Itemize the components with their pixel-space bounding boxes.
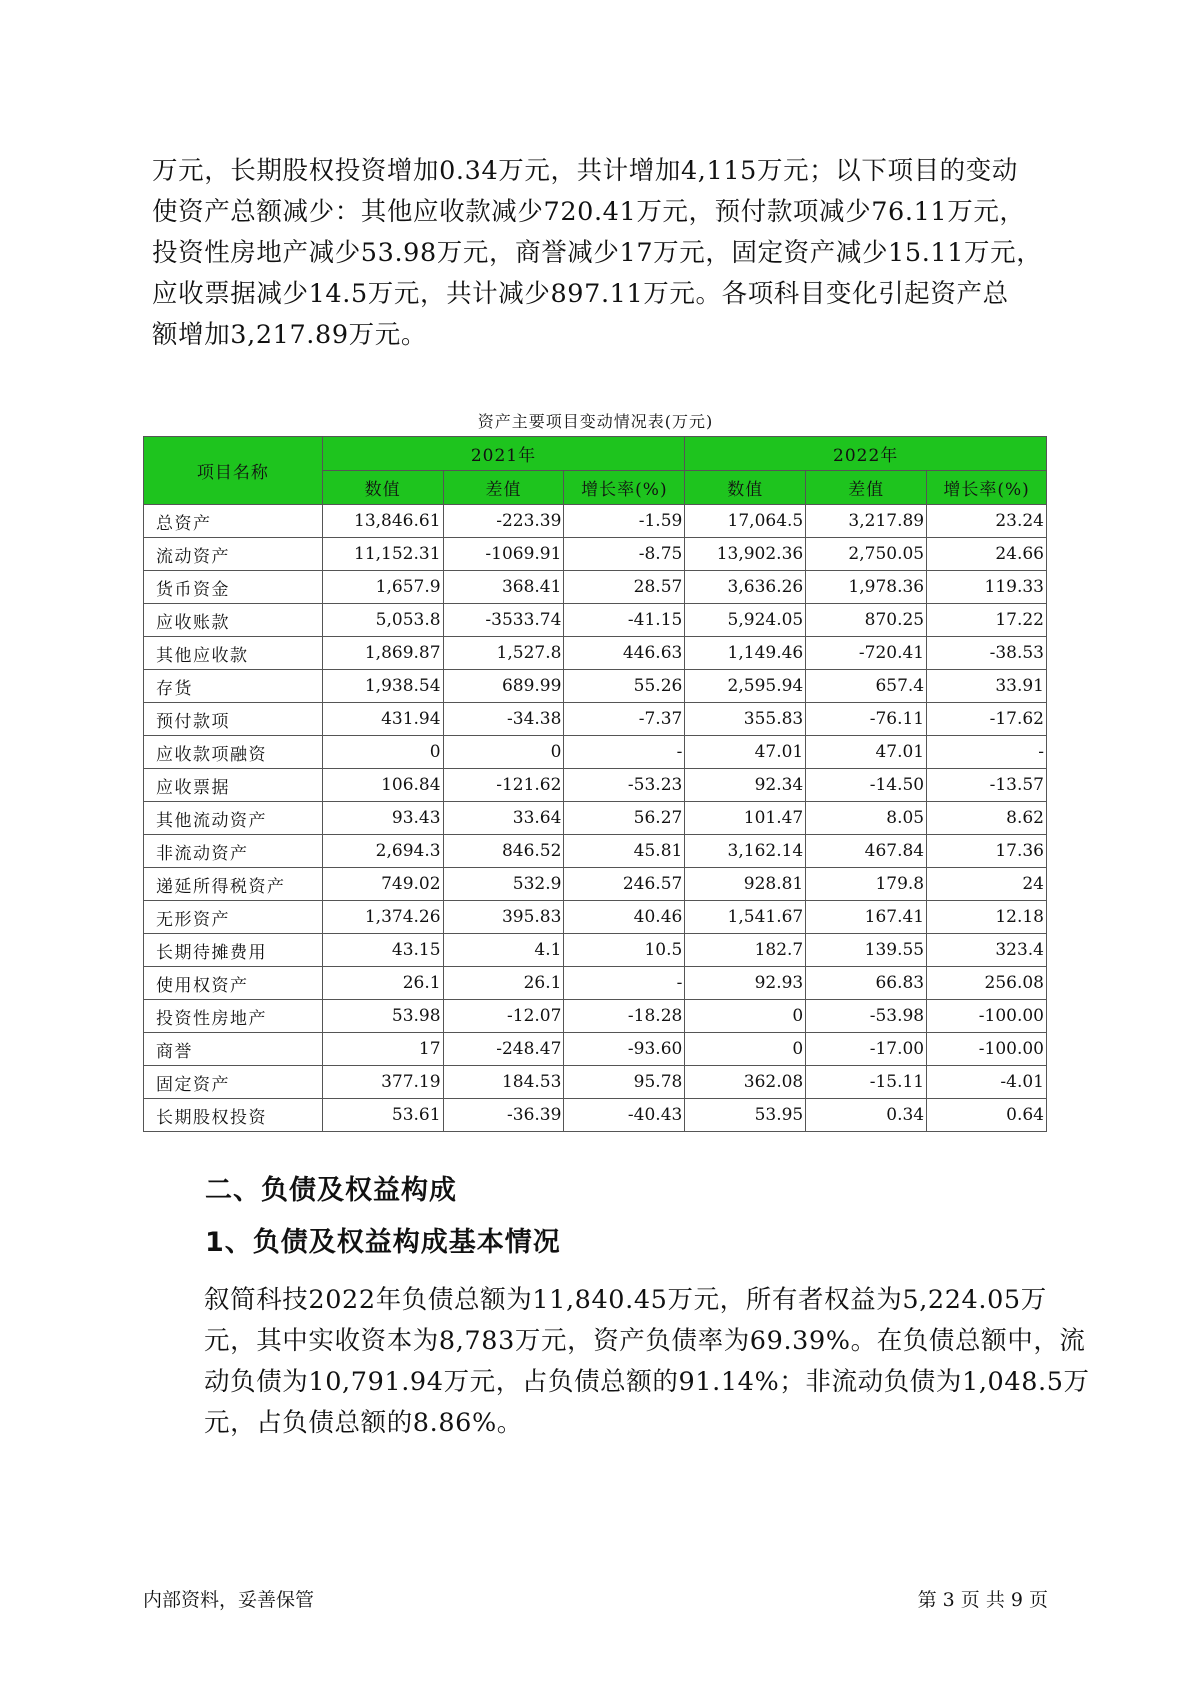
intro-line: 投资性房地产减少53.98万元，商誉减少17万元，固定资产减少15.11万元， bbox=[152, 238, 1043, 268]
row-value-cell: 355.83 bbox=[685, 703, 806, 736]
row-value-cell: -36.39 bbox=[443, 1099, 564, 1132]
body-line: 动负债为10,791.94万元，占负债总额的91.14%；非流动负债为1,048.5万 bbox=[204, 1367, 1090, 1397]
table-row bbox=[144, 769, 1047, 802]
row-value-cell: 47.01 bbox=[685, 736, 806, 769]
row-value-cell: 1,869.87 bbox=[322, 637, 443, 670]
row-value-cell: 0 bbox=[685, 1033, 806, 1066]
row-value-cell: -41.15 bbox=[564, 604, 685, 637]
footer-page-number: 第 3 页 共 9 页 bbox=[917, 1589, 1048, 1611]
row-value-cell: 139.55 bbox=[806, 934, 927, 967]
row-value-cell: 256.08 bbox=[927, 967, 1047, 1000]
table-row bbox=[144, 802, 1047, 835]
row-item-name: 预付款项 bbox=[144, 703, 323, 736]
table-row bbox=[144, 868, 1047, 901]
row-value-cell: 92.93 bbox=[685, 967, 806, 1000]
row-value-cell: -100.00 bbox=[927, 1033, 1047, 1066]
row-item-name: 其他应收款 bbox=[144, 637, 323, 670]
body-line: 元，占负债总额的8.86%。 bbox=[204, 1408, 523, 1438]
row-value-cell: 17.22 bbox=[927, 604, 1047, 637]
row-value-cell: 395.83 bbox=[443, 901, 564, 934]
row-value-cell: 95.78 bbox=[564, 1066, 685, 1099]
row-value-cell: -76.11 bbox=[806, 703, 927, 736]
row-item-name: 递延所得税资产 bbox=[144, 868, 323, 901]
row-value-cell: 12.18 bbox=[927, 901, 1047, 934]
body-line: 元，其中实收资本为8,783万元，资产负债率为69.39%。在负债总额中，流 bbox=[204, 1326, 1086, 1356]
table-row bbox=[144, 604, 1047, 637]
row-value-cell: 749.02 bbox=[322, 868, 443, 901]
header-item-name: 项目名称 bbox=[144, 437, 323, 505]
row-value-cell: 53.61 bbox=[322, 1099, 443, 1132]
row-value-cell: 928.81 bbox=[685, 868, 806, 901]
row-value-cell: 47.01 bbox=[806, 736, 927, 769]
row-item-name: 长期股权投资 bbox=[144, 1099, 323, 1132]
table-row bbox=[144, 538, 1047, 571]
table-row bbox=[144, 637, 1047, 670]
row-value-cell: 10.5 bbox=[564, 934, 685, 967]
row-value-cell: 26.1 bbox=[322, 967, 443, 1000]
row-value-cell: 8.62 bbox=[927, 802, 1047, 835]
row-value-cell: -12.07 bbox=[443, 1000, 564, 1033]
row-item-name: 应收票据 bbox=[144, 769, 323, 802]
row-item-name: 货币资金 bbox=[144, 571, 323, 604]
row-value-cell: -14.50 bbox=[806, 769, 927, 802]
table-row bbox=[144, 505, 1047, 538]
row-item-name: 使用权资产 bbox=[144, 967, 323, 1000]
table-row bbox=[144, 703, 1047, 736]
row-value-cell: -53.98 bbox=[806, 1000, 927, 1033]
table-body bbox=[144, 505, 1047, 1132]
row-value-cell: -15.11 bbox=[806, 1066, 927, 1099]
row-value-cell: 368.41 bbox=[443, 571, 564, 604]
row-value-cell: 0 bbox=[685, 1000, 806, 1033]
table-row bbox=[144, 1000, 1047, 1033]
row-value-cell: -38.53 bbox=[927, 637, 1047, 670]
row-value-cell: 5,053.8 bbox=[322, 604, 443, 637]
table-row bbox=[144, 901, 1047, 934]
row-value-cell: -248.47 bbox=[443, 1033, 564, 1066]
row-value-cell: 182.7 bbox=[685, 934, 806, 967]
row-value-cell: 24.66 bbox=[927, 538, 1047, 571]
row-value-cell: 13,902.36 bbox=[685, 538, 806, 571]
table-row bbox=[144, 736, 1047, 769]
table-row bbox=[144, 1033, 1047, 1066]
row-value-cell: 23.24 bbox=[927, 505, 1047, 538]
row-item-name: 应收款项融资 bbox=[144, 736, 323, 769]
row-value-cell: 4.1 bbox=[443, 934, 564, 967]
row-value-cell: -1069.91 bbox=[443, 538, 564, 571]
row-value-cell: 2,750.05 bbox=[806, 538, 927, 571]
intro-line: 万元，长期股权投资增加0.34万元，共计增加4,115万元；以下项目的变动 bbox=[152, 156, 1018, 186]
row-value-cell: 33.91 bbox=[927, 670, 1047, 703]
intro-line: 额增加3,217.89万元。 bbox=[152, 320, 427, 350]
table-caption: 资产主要项目变动情况表(万元) bbox=[477, 412, 714, 431]
header-growth-rate: 增长率(%) bbox=[927, 471, 1047, 505]
row-value-cell: 3,217.89 bbox=[806, 505, 927, 538]
row-item-name: 流动资产 bbox=[144, 538, 323, 571]
row-value-cell: 689.99 bbox=[443, 670, 564, 703]
row-value-cell: 362.08 bbox=[685, 1066, 806, 1099]
row-value-cell: 467.84 bbox=[806, 835, 927, 868]
row-value-cell: 0 bbox=[443, 736, 564, 769]
row-value-cell: 40.46 bbox=[564, 901, 685, 934]
row-value-cell: -53.23 bbox=[564, 769, 685, 802]
table-row bbox=[144, 967, 1047, 1000]
row-value-cell: -100.00 bbox=[927, 1000, 1047, 1033]
row-value-cell: -13.57 bbox=[927, 769, 1047, 802]
body-line: 叙简科技2022年负债总额为11,840.45万元，所有者权益为5,224.05万 bbox=[204, 1285, 1047, 1315]
table-row bbox=[144, 934, 1047, 967]
row-value-cell: - bbox=[927, 736, 1047, 769]
row-value-cell: -93.60 bbox=[564, 1033, 685, 1066]
intro-line: 使资产总额减少：其他应收款减少720.41万元，预付款项减少76.11万元， bbox=[152, 197, 1026, 227]
row-value-cell: 93.43 bbox=[322, 802, 443, 835]
row-value-cell: 2,595.94 bbox=[685, 670, 806, 703]
row-value-cell: -17.62 bbox=[927, 703, 1047, 736]
row-value-cell: 2,694.3 bbox=[322, 835, 443, 868]
row-value-cell: 66.83 bbox=[806, 967, 927, 1000]
asset-change-table bbox=[143, 436, 1047, 1132]
table-row bbox=[144, 835, 1047, 868]
row-value-cell: -720.41 bbox=[806, 637, 927, 670]
intro-line: 应收票据减少14.5万元，共计减少897.11万元。各项科目变化引起资产总 bbox=[152, 279, 1009, 309]
row-value-cell: 431.94 bbox=[322, 703, 443, 736]
row-value-cell: -8.75 bbox=[564, 538, 685, 571]
row-value-cell: 179.8 bbox=[806, 868, 927, 901]
row-value-cell: 323.4 bbox=[927, 934, 1047, 967]
row-value-cell: 26.1 bbox=[443, 967, 564, 1000]
row-value-cell: 17 bbox=[322, 1033, 443, 1066]
row-value-cell: -40.43 bbox=[564, 1099, 685, 1132]
row-value-cell: 3,162.14 bbox=[685, 835, 806, 868]
row-item-name: 固定资产 bbox=[144, 1066, 323, 1099]
row-value-cell: 119.33 bbox=[927, 571, 1047, 604]
row-value-cell: 17.36 bbox=[927, 835, 1047, 868]
row-item-name: 非流动资产 bbox=[144, 835, 323, 868]
row-item-name: 商誉 bbox=[144, 1033, 323, 1066]
row-value-cell: 184.53 bbox=[443, 1066, 564, 1099]
row-value-cell: 377.19 bbox=[322, 1066, 443, 1099]
subsection-heading: 1、负债及权益构成基本情况 bbox=[205, 1227, 561, 1258]
row-value-cell: 246.57 bbox=[564, 868, 685, 901]
row-value-cell: 92.34 bbox=[685, 769, 806, 802]
header-growth-rate: 增长率(%) bbox=[564, 471, 685, 505]
row-value-cell: -121.62 bbox=[443, 769, 564, 802]
row-value-cell: 53.95 bbox=[685, 1099, 806, 1132]
row-value-cell: -223.39 bbox=[443, 505, 564, 538]
row-item-name: 存货 bbox=[144, 670, 323, 703]
row-value-cell: -3533.74 bbox=[443, 604, 564, 637]
row-value-cell: - bbox=[564, 736, 685, 769]
header-year-2022: 2022年 bbox=[685, 437, 1047, 471]
row-value-cell: 1,938.54 bbox=[322, 670, 443, 703]
row-value-cell: - bbox=[564, 967, 685, 1000]
row-value-cell: -18.28 bbox=[564, 1000, 685, 1033]
row-value-cell: 1,978.36 bbox=[806, 571, 927, 604]
row-value-cell: 846.52 bbox=[443, 835, 564, 868]
table-row bbox=[144, 571, 1047, 604]
header-year-2021: 2021年 bbox=[322, 437, 685, 471]
row-value-cell: 28.57 bbox=[564, 571, 685, 604]
row-value-cell: -4.01 bbox=[927, 1066, 1047, 1099]
row-value-cell: 33.64 bbox=[443, 802, 564, 835]
section-heading: 二、负债及权益构成 bbox=[205, 1175, 457, 1206]
row-value-cell: 45.81 bbox=[564, 835, 685, 868]
row-value-cell: 1,541.67 bbox=[685, 901, 806, 934]
row-value-cell: 101.47 bbox=[685, 802, 806, 835]
row-value-cell: 53.98 bbox=[322, 1000, 443, 1033]
row-value-cell: 0 bbox=[322, 736, 443, 769]
row-item-name: 其他流动资产 bbox=[144, 802, 323, 835]
footer-confidential-note: 内部资料，妥善保管 bbox=[143, 1589, 315, 1611]
row-value-cell: 532.9 bbox=[443, 868, 564, 901]
row-item-name: 应收账款 bbox=[144, 604, 323, 637]
row-value-cell: 1,527.8 bbox=[443, 637, 564, 670]
row-value-cell: 167.41 bbox=[806, 901, 927, 934]
liabilities-paragraph bbox=[152, 1280, 1090, 1444]
row-value-cell: 1,149.46 bbox=[685, 637, 806, 670]
row-item-name: 长期待摊费用 bbox=[144, 934, 323, 967]
header-value: 数值 bbox=[322, 471, 443, 505]
row-value-cell: -1.59 bbox=[564, 505, 685, 538]
row-item-name: 总资产 bbox=[144, 505, 323, 538]
table-row bbox=[144, 1066, 1047, 1099]
header-difference: 差值 bbox=[443, 471, 564, 505]
row-value-cell: 13,846.61 bbox=[322, 505, 443, 538]
row-value-cell: 0.34 bbox=[806, 1099, 927, 1132]
row-value-cell: 1,657.9 bbox=[322, 571, 443, 604]
row-value-cell: 8.05 bbox=[806, 802, 927, 835]
table-row bbox=[144, 670, 1047, 703]
row-value-cell: 24 bbox=[927, 868, 1047, 901]
row-item-name: 无形资产 bbox=[144, 901, 323, 934]
row-value-cell: 11,152.31 bbox=[322, 538, 443, 571]
row-value-cell: -34.38 bbox=[443, 703, 564, 736]
row-value-cell: 446.63 bbox=[564, 637, 685, 670]
row-value-cell: 17,064.5 bbox=[685, 505, 806, 538]
row-value-cell: 0.64 bbox=[927, 1099, 1047, 1132]
row-value-cell: 3,636.26 bbox=[685, 571, 806, 604]
row-value-cell: -7.37 bbox=[564, 703, 685, 736]
row-item-name: 投资性房地产 bbox=[144, 1000, 323, 1033]
table-row bbox=[144, 1099, 1047, 1132]
header-difference: 差值 bbox=[806, 471, 927, 505]
row-value-cell: -17.00 bbox=[806, 1033, 927, 1066]
row-value-cell: 43.15 bbox=[322, 934, 443, 967]
row-value-cell: 1,374.26 bbox=[322, 901, 443, 934]
intro-paragraph bbox=[152, 151, 1052, 356]
row-value-cell: 55.26 bbox=[564, 670, 685, 703]
row-value-cell: 657.4 bbox=[806, 670, 927, 703]
row-value-cell: 870.25 bbox=[806, 604, 927, 637]
header-value: 数值 bbox=[685, 471, 806, 505]
row-value-cell: 106.84 bbox=[322, 769, 443, 802]
row-value-cell: 56.27 bbox=[564, 802, 685, 835]
row-value-cell: 5,924.05 bbox=[685, 604, 806, 637]
